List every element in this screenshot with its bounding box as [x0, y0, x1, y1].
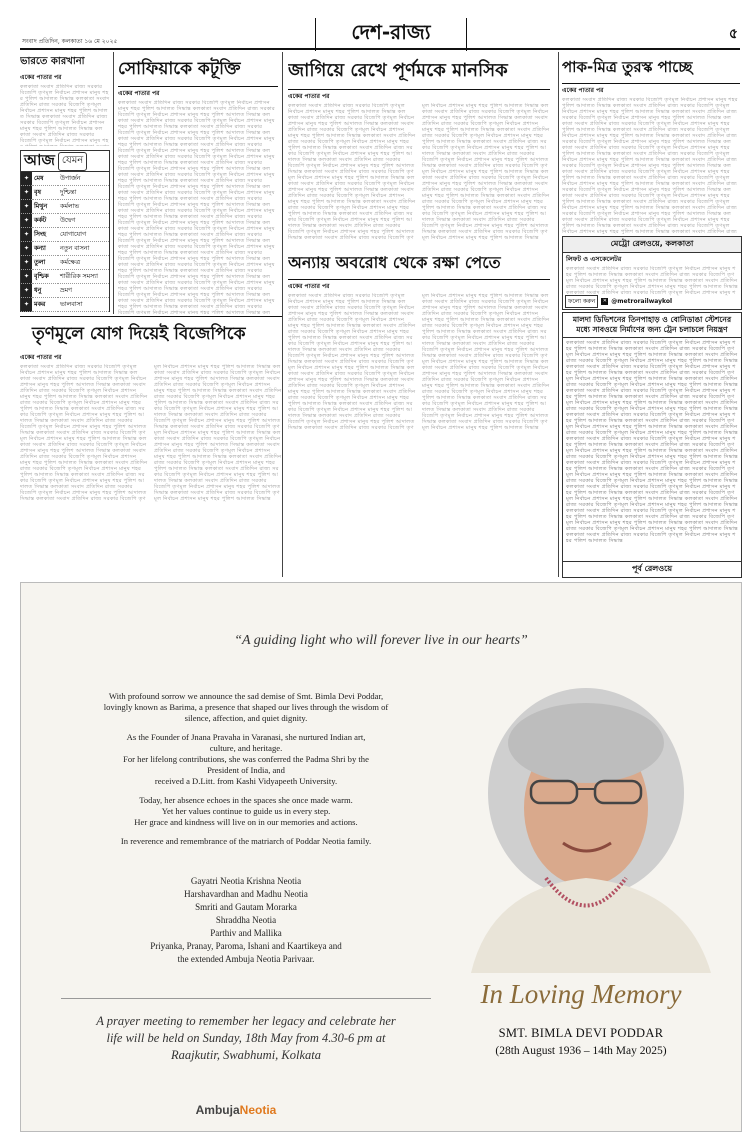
obituary-family [51, 875, 441, 966]
sofia-byline: একের পাতার পর [118, 90, 160, 97]
rule-3 [558, 52, 559, 577]
blockade-article [288, 250, 550, 575]
metro-org: মেট্রো রেলওয়ে, কলকাতা [563, 237, 741, 253]
zodiac-icon: ✦ [21, 186, 32, 200]
family-member: Smriti and Gautam Morarka [195, 902, 297, 912]
sofia-article [118, 56, 278, 314]
moon-headline: জাগিয়ে রেখে পূর্ণমকে মানসিক [288, 56, 550, 90]
obituary-line: With profound sorrow we announce the sad demise of Smt. Bimla Devi Poddar, [108, 691, 384, 701]
masthead [20, 18, 740, 50]
logo-neotia: Neotia [239, 1103, 277, 1117]
moon-body [288, 103, 550, 246]
masthead-dateline: সংবাদ প্রতিদিন, কলকাতা ১৬ মে ২০২৫ [22, 38, 118, 45]
portrait-illustration [411, 673, 731, 973]
ambuja-neotia-logo [21, 1103, 451, 1117]
blockade-body [288, 293, 550, 575]
zodiac-icon: ✦ [21, 172, 32, 186]
obituary-line [51, 828, 441, 836]
metro-body [563, 266, 741, 296]
prayer-line: A prayer meeting to remember her legacy and celebrate her [96, 1014, 396, 1028]
obituary-prayer [51, 1013, 441, 1064]
zodiac-icon: ✦ [21, 270, 32, 284]
blockade-byline: একের পাতার পর [288, 283, 330, 290]
pak-article [562, 56, 740, 234]
zodiac-icon: ✦ [21, 214, 32, 228]
zodiac-prediction: দুশ্চিন্তা [58, 186, 109, 200]
obituary-line: Her grace and kindness will live on in our memories and actions. [134, 817, 358, 827]
family-member: Priyanka, Pranay, Paroma, Ishani and Kaartikeya and [150, 941, 342, 951]
trinamul-byline: একের পাতার পর [20, 354, 62, 361]
zodiac-sign: কন্যা [32, 242, 58, 256]
obituary-message [51, 691, 441, 847]
rail-body [563, 338, 741, 542]
in-loving-memory: In Loving Memory [480, 979, 682, 1009]
sofia-headline: সোফিয়াকে কটূক্তি [118, 56, 278, 87]
zodiac-prediction: কর্মক্ষেত্র [58, 256, 109, 270]
zodiac-icon: ✦ [21, 256, 32, 270]
zodiac-sign: বৃশ্চিক [32, 270, 58, 284]
portrait-photo [411, 673, 731, 973]
pak-byline: একের পাতার পর [562, 87, 604, 94]
zodiac-prediction: ভালবাসা [58, 298, 109, 312]
page-number: ৫ [728, 26, 738, 42]
zodiac-icon: ✦ [21, 200, 32, 214]
zodiac-sign: কর্কট [32, 214, 58, 228]
trinamul-article [20, 316, 282, 577]
zodiac-icon: ✦ [21, 284, 32, 298]
x-icon: ✕ [602, 298, 607, 304]
logo-ambuja: Ambuja [195, 1103, 240, 1117]
obituary-line: received a D.Litt. from Kashi Vidyapeeth University. [154, 776, 338, 786]
obituary-line: silence, affection, and quiet dignity. [184, 713, 308, 723]
metro-handle[interactable]: @metrorailwaykol [611, 298, 673, 305]
obituary-line [51, 724, 441, 732]
pak-body [562, 97, 740, 234]
brief-byline: একের পাতার পর [20, 74, 62, 81]
family-member: Parthiv and Mallika [210, 928, 282, 938]
zodiac-sign: ধনু [32, 284, 58, 298]
brief-headline: ভারতে কারখানা [20, 56, 85, 67]
zodiac-icon: ✦ [21, 242, 32, 256]
metro-notice [562, 236, 742, 310]
zodiac-prediction: উপার্জন [58, 172, 109, 186]
moon-byline: একের পাতার পর [288, 93, 330, 100]
zodiac-sign: তুলা [32, 256, 58, 270]
family-member: Harshavardhan and Madhu Neotia [184, 889, 308, 899]
obituary-line [51, 787, 441, 795]
obituary-quote: “A guiding light who will forever live in our hearts” [234, 633, 528, 648]
zodiac-sign: মিথুন [32, 200, 58, 214]
trinamul-headline: তৃণমূলে যোগ দিয়েই বিজেপিকে [32, 324, 246, 344]
metro-social [565, 295, 739, 308]
trinamul-body [20, 364, 282, 577]
zodiac-sign: সিংহ [32, 228, 58, 242]
zodiac-icon: ✦ [21, 298, 32, 312]
obituary-line: Today, her absence echoes in the spaces she once made warm. [139, 795, 353, 805]
obituary-divider [61, 998, 431, 999]
horoscope-title-a: আজ [24, 150, 55, 169]
obituary-ad [20, 582, 742, 1132]
obituary-line: As the Founder of Jnana Pravaha in Varanasi, she nurtured Indian art, [126, 732, 366, 742]
family-member: Shraddha Neotia [215, 915, 277, 925]
rule-1 [113, 52, 114, 314]
rule-2 [282, 52, 283, 577]
blockade-headline: অন্যায় অবরোধ থেকে রক্ষা পেতে [288, 250, 550, 280]
deceased-dates: (28th August 1936 – 14th May 2025) [495, 1045, 667, 1057]
metro-social-label: ফলো করুন [565, 295, 598, 308]
family-member: Gayatri Neotia Krishna Neotia [190, 876, 302, 886]
rail-title: মালদা ডিভিশনের তিনপাহাড় ও বোনিডাঙা স্টেশনের মধ্যে সাবওয়ে নির্মাণের জন্য ট্রেন চলাচলে নিয়ন্ত্রণ [563, 313, 741, 338]
zodiac-sign: মেষ [32, 172, 58, 186]
horoscope-title-b: যেমন [58, 152, 87, 171]
family-member: the extended Ambuja Neotia Parivaar. [177, 954, 315, 964]
prayer-line: Raajkutir, Swabhumi, Kolkata [171, 1048, 321, 1062]
obituary-line: Yet her values continue to guide us in every step. [161, 806, 331, 816]
obituary-line: President of India, and [207, 765, 285, 775]
metro-subtitle: লিফট ও এসকেলেটর [566, 255, 622, 263]
prayer-line: life will be held on Sunday, 18th May from 4.30-6 pm at [106, 1031, 386, 1045]
rail-notice [562, 312, 742, 578]
zodiac-prediction: যোগাযোগ [58, 228, 109, 242]
section-title: দেশ-রাজ্য [315, 18, 467, 51]
moon-article [288, 56, 550, 246]
zodiac-prediction: শারীরিক সমস্যা [58, 270, 109, 284]
pak-headline: পাক-মিত্র তুরস্ক পাচ্ছে [562, 56, 740, 84]
obituary-line: lovingly known as Barima, a presence that shaped our lives through the wisdom of [103, 702, 389, 712]
zodiac-prediction: উদ্বেগ [58, 214, 109, 228]
zodiac-sign: মকর [32, 298, 58, 312]
zodiac-sign: বৃষ [32, 186, 58, 200]
obituary-line: For her lifelong contributions, she was conferred the Padma Shri by the [123, 754, 369, 764]
zodiac-icon: ✦ [21, 228, 32, 242]
obituary-line: culture, and heritage. [209, 743, 283, 753]
deceased-name: SMT. BIMLA DEVI PODDAR [498, 1026, 664, 1040]
zodiac-prediction: ভ্রমণ [58, 284, 109, 298]
rail-footer: পূর্ব রেলওয়ে [563, 561, 741, 577]
obituary-line: In reverence and remembrance of the matriarch of Poddar Neotia family. [120, 836, 372, 846]
sofia-body [118, 100, 278, 314]
zodiac-prediction: কর্মলাভ [58, 200, 109, 214]
zodiac-prediction: নতুন বাসনা [58, 242, 109, 256]
